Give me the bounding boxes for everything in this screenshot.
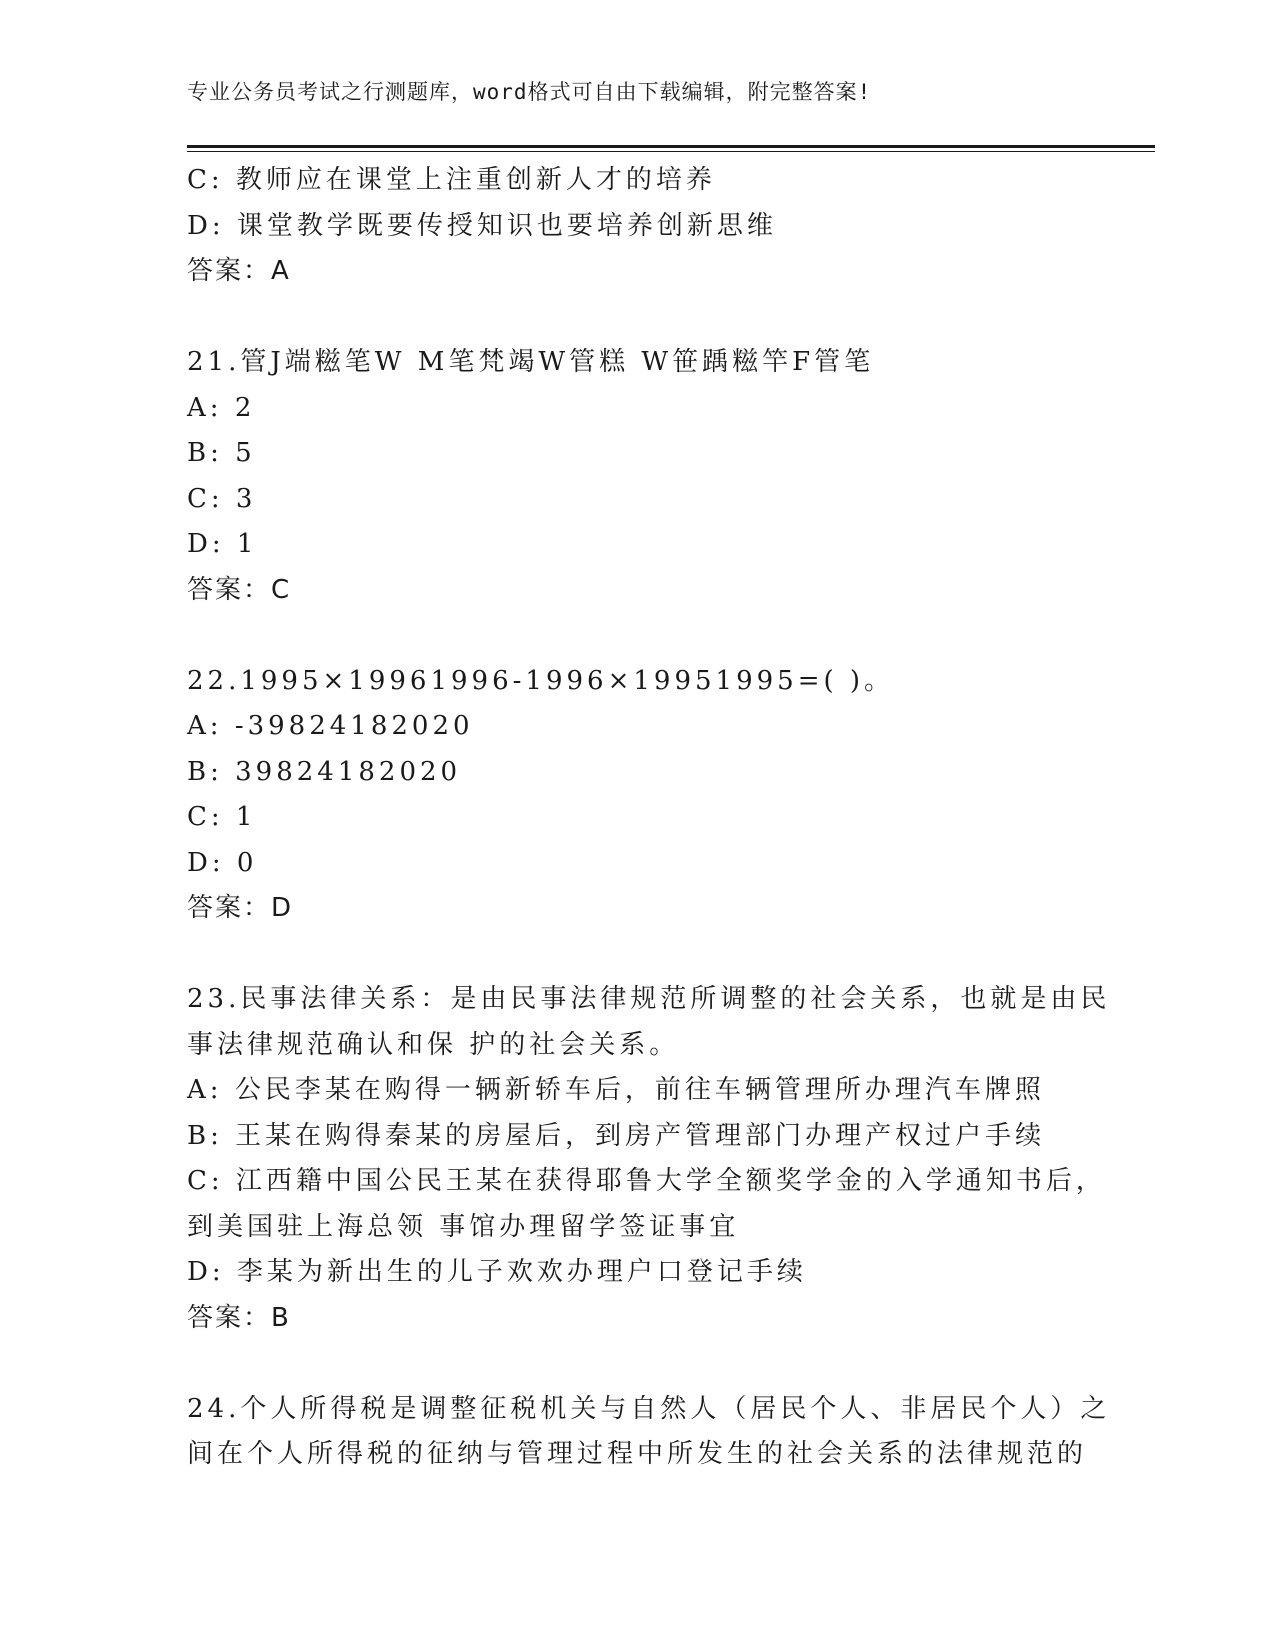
header-rule-thin <box>187 151 1155 152</box>
q21-option-a: A: 2 <box>187 392 256 423</box>
q23-option-a: A: 公民李某在购得一辆新轿车后，前往车辆管理所办理汽车牌照 <box>187 1075 1045 1105</box>
answer-line: 答案：A <box>187 256 291 286</box>
q21-option-c: C: 3 <box>187 483 257 514</box>
q23-option-d: D: 李某为新出生的儿子欢欢办理户口登记手续 <box>187 1257 807 1287</box>
q22-option-a: A: -39824182020 <box>187 711 474 741</box>
page-header: 专业公务员考试之行测题库，word格式可自由下载编辑，附完整答案! <box>187 80 872 104</box>
option-c: C: 教师应在课堂上注重创新人才的培养 <box>187 165 716 195</box>
question-23-line-1: 23.民事法律关系：是由民事法律规范所调整的社会关系，也就是由民 <box>187 984 1111 1014</box>
option-d: D: 课堂教学既要传授知识也要培养创新思维 <box>187 210 777 241</box>
q22-option-b: B: 39824182020 <box>187 756 462 787</box>
question-24-line-2: 间在个人所得税的征纳与管理过程中所发生的社会关系的法律规范的 <box>187 1439 1088 1469</box>
q21-option-b: B: 5 <box>187 438 256 468</box>
question-24-line-1: 24.个人所得税是调整征税机关与自然人（居民个人、非居民个人）之 <box>187 1393 1111 1424</box>
question-21: 21.管J端糍笔W M笔梵竭W管糕 W笹踽糍竿F管笔 <box>187 347 875 377</box>
q23-option-c-line-2: 到美国驻上海总领 事馆办理留学签证事宜 <box>187 1211 740 1242</box>
question-content <box>187 158 1111 1478</box>
q23-option-c-line-1: C: 江西籍中国公民王某在获得耶鲁大学全额奖学金的入学通知书后， <box>187 1166 1106 1196</box>
question-23-line-2: 事法律规范确认和保 护的社会关系。 <box>187 1029 680 1060</box>
q23-answer: 答案：B <box>187 1302 291 1333</box>
q22-option-d: D: 0 <box>187 847 258 878</box>
question-22: 22.1995×19961996-1996×19951995=( )。 <box>187 665 895 696</box>
q21-answer: 答案：C <box>187 574 292 605</box>
q21-option-d: D: 1 <box>187 529 258 559</box>
header-rule-thick <box>187 145 1155 148</box>
q22-option-c: C: 1 <box>187 802 257 832</box>
q22-answer: 答案：D <box>187 893 294 923</box>
q23-option-b: B: 王某在购得秦某的房屋后，到房产管理部门办理产权过户手续 <box>187 1120 1046 1151</box>
